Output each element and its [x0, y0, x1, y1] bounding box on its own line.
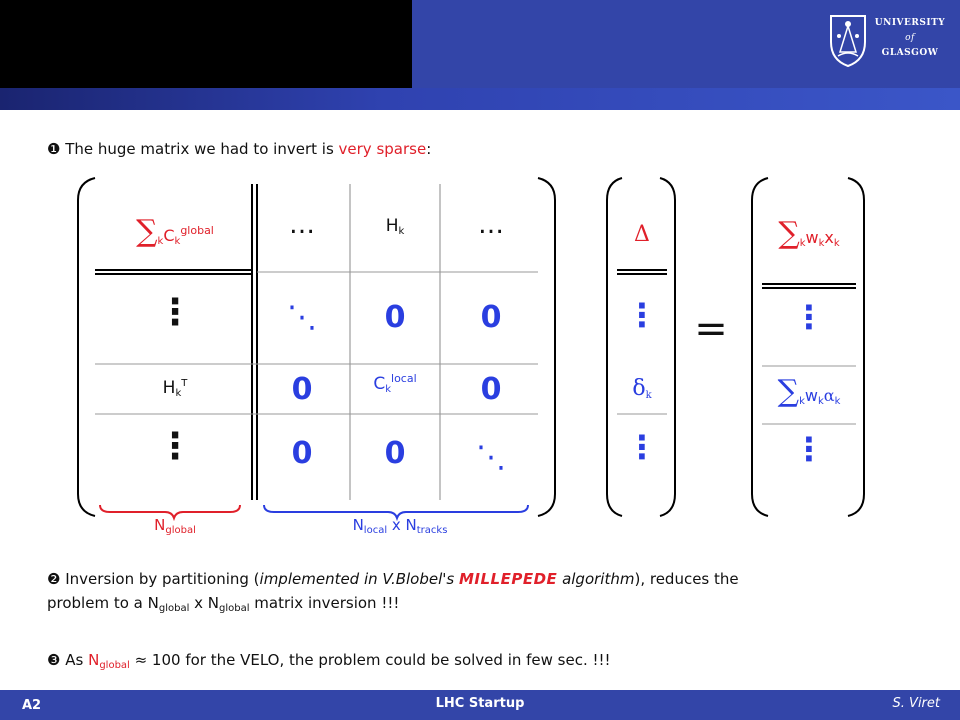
- bullet-1-marker: ❶: [47, 140, 61, 158]
- cell-row0-hdots-1: …: [289, 210, 315, 240]
- cell-row3-zero-2: 0: [384, 436, 406, 471]
- cell-ck-local: $C_k^{local}$: [373, 372, 417, 395]
- logo-line1: UNIVERSITY: [874, 18, 946, 28]
- bullet-2-marker: ❷: [47, 570, 61, 588]
- equals-sign: =: [694, 306, 728, 352]
- cell-row3-ddots: ⋱: [476, 440, 506, 475]
- cell-hk-transpose: $H_k^T$: [162, 378, 188, 399]
- cell-row1-zero-1: 0: [384, 300, 406, 335]
- matrix-right-bracket: [538, 178, 555, 516]
- cell-row3-vdots: ⋮: [157, 426, 193, 467]
- bullet-1-highlight: very sparse: [338, 140, 427, 158]
- vector-vdots-2: ⋮: [626, 428, 658, 466]
- footer-slide-number: A2: [22, 698, 42, 713]
- matrix-left-bracket: [78, 178, 95, 516]
- cell-row2-zero-1: 0: [291, 372, 313, 407]
- bullet-3: ❸ As $N_{global} \approx 100$ for the VELO, the problem could be solved in few sec. !!!: [47, 651, 611, 671]
- footer-author: S. Viret: [892, 696, 940, 711]
- label-n-global: $N_{global}$: [154, 516, 196, 536]
- footer-title: LHC Startup: [435, 696, 525, 711]
- cell-row1-zero-2: 0: [480, 300, 502, 335]
- cell-row1-ddots: ⋱: [287, 300, 317, 335]
- bullet-2: ❷ Inversion by partitioning (implemented in V.Blobel's MILLEPEDE algorithm), reduces the problem to a $N_{global}$ x $N_{global}$ matrix inversion !!!: [47, 570, 739, 614]
- logo-line2: of: [905, 33, 915, 43]
- cell-row0-hdots-2: …: [478, 210, 504, 240]
- cell-row1-vdots: ⋮: [157, 292, 193, 333]
- vector-delta: Δ: [634, 222, 650, 247]
- cell-sum-c-global: $\sum_kC_k^{global}$: [136, 214, 214, 249]
- cell-row2-zero-2: 0: [480, 372, 502, 407]
- bullet-3-marker: ❸: [47, 651, 61, 669]
- footer-bar: [0, 690, 960, 720]
- rhs-vdots-2: ⋮: [793, 430, 825, 468]
- logo-line3: GLASGOW: [881, 48, 939, 58]
- rhs-vdots-1: ⋮: [793, 298, 825, 336]
- cell-row3-zero-1: 0: [291, 436, 313, 471]
- vector-vdots-1: ⋮: [626, 296, 658, 334]
- cell-hk: $H_k$: [385, 216, 405, 237]
- rhs-sum-walpha: $\sum_kw_k\alpha_k$: [777, 374, 841, 409]
- rhs-sum-wx: $\sum_kw_kx_k$: [778, 216, 840, 251]
- label-n-local-tracks: $N_{local}$ x $N_{tracks}$: [352, 516, 448, 536]
- vector-delta-k: $\delta_k$: [632, 376, 652, 401]
- bullet-1-text: The huge matrix we had to invert is: [65, 140, 339, 158]
- bullet-1-end: :: [426, 140, 432, 158]
